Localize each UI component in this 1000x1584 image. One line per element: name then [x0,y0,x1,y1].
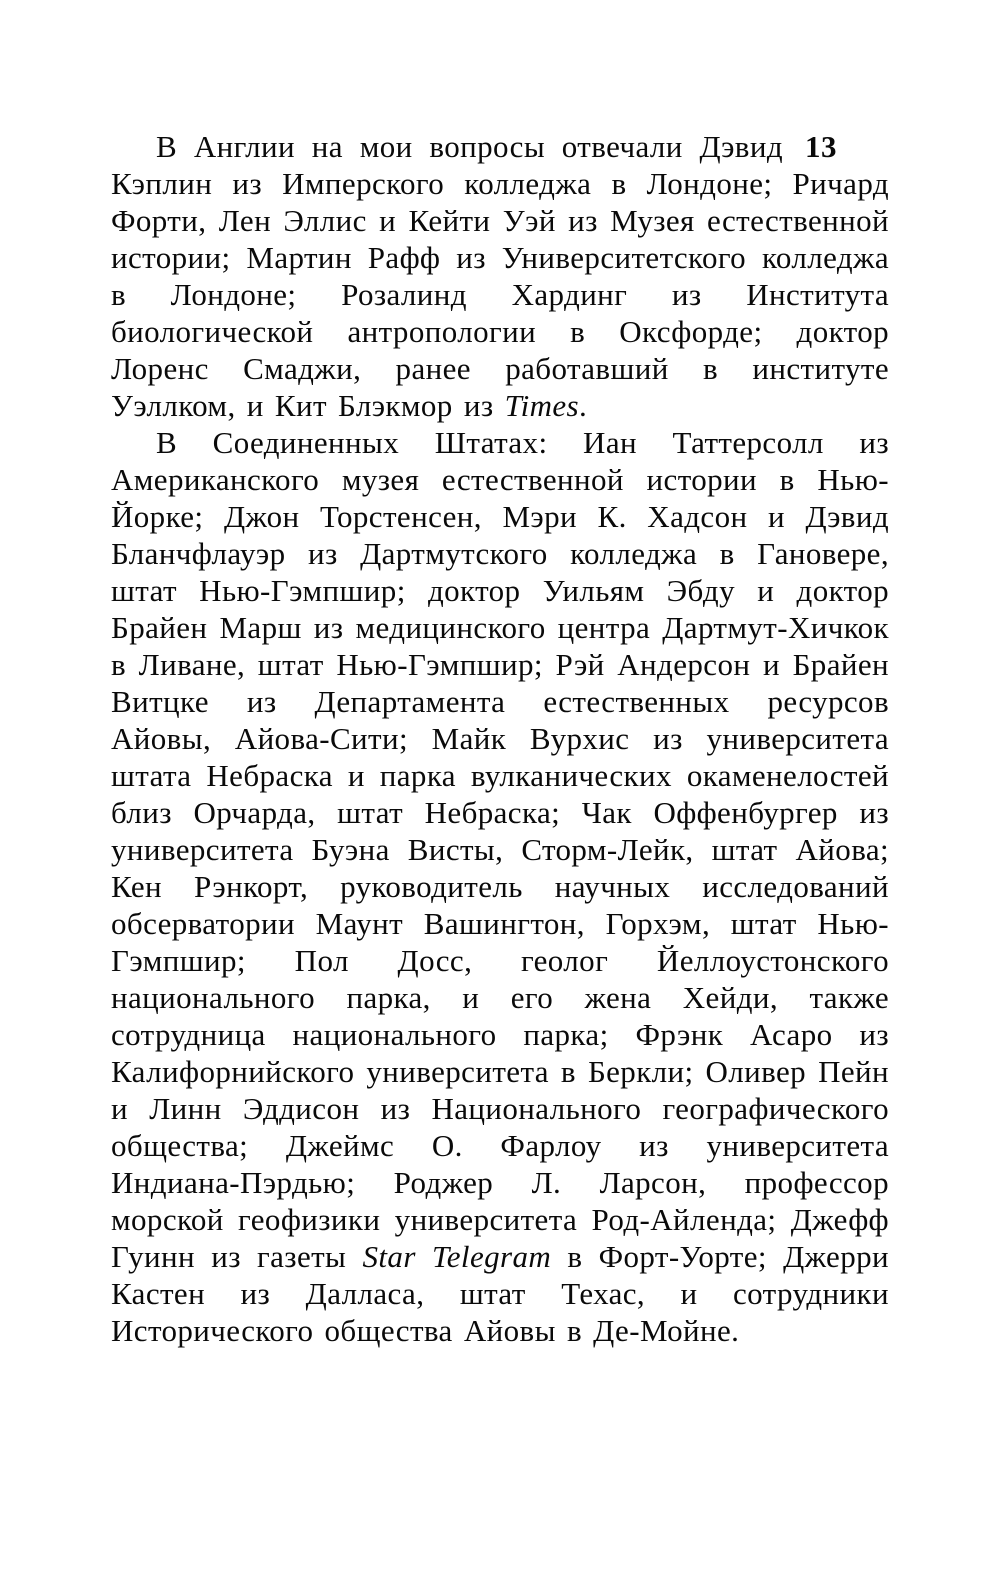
paragraph-england-text: В Англии на мои вопросы отвечали Дэвид Кэплин из Имперского колледжа в Лондоне; Ричард Форти, Лен Эллис и Кейти Уэй из Музея естественной истории; Мартин Рафф из Университетского колледжа в Лондоне; Розалинд Хардинг из Института биологической антропологии в Оксфорде; доктор Лоренс Смаджи, ранее работавший в институте Уэллком, и Кит Блэкмор из [111,129,889,423]
times-title-italic: Times [504,388,579,423]
text-block [111,128,889,1349]
paragraph-united-states [111,424,889,1349]
star-telegram-title-italic: Star Telegram [362,1239,552,1274]
paragraph-united-states-end: в Форт-Уорте; Джерри Кастен из Далласа, штат Техас, и сотрудники Исторического общества Айовы в Де-Мойне. [111,1239,889,1348]
paragraph-united-states-text: В Соединенных Штатах: Иан Таттерсолл из Американского музея естественной истории в Нью-Йорке; Джон Торстенсен, Мэри К. Хадсон и Дэвид Бланчфлауэр из Дартмутского колледжа в Гановере, штат Нью-Гэмпшир; доктор Уильям Эбду и доктор Брайен Марш из медицинского центра Дартмут-Хичкок в Ливане, штат Нью-Гэмпшир; Рэй Андерсон и Брайен Витцке из Департамента естественных ресурсов Айовы, Айова-Сити; Майк Вурхис из университета штата Небраска и парка вулканических окаменелостей близ Орчарда, штат Небраска; Чак Оффенбургер из университета Буэна Висты, Сторм-Лейк, штат Айова; Кен Рэнкорт, руководитель научных исследований обсерватории Маунт Вашингтон, Горхэм, штат Нью-Гэмпшир; Пол Досс, геолог Йеллоустонского национального парка, и его жена Хейди, также сотрудница национального парка; Фрэнк Асаро из Калифорнийского университета в Беркли; Оливер Пейн и Линн Эддисон из Национального географического общества; Джеймс О. Фарлоу из университета Индиана-Пэрдью; Роджер Л. Ларсон, профессор морской геофизики университета Род-Айленда; Джефф Гуинн из газеты [111,425,889,1274]
paragraph-england [111,128,889,424]
page-number: 13 [805,129,837,164]
paragraph-england-period: . [579,388,588,423]
